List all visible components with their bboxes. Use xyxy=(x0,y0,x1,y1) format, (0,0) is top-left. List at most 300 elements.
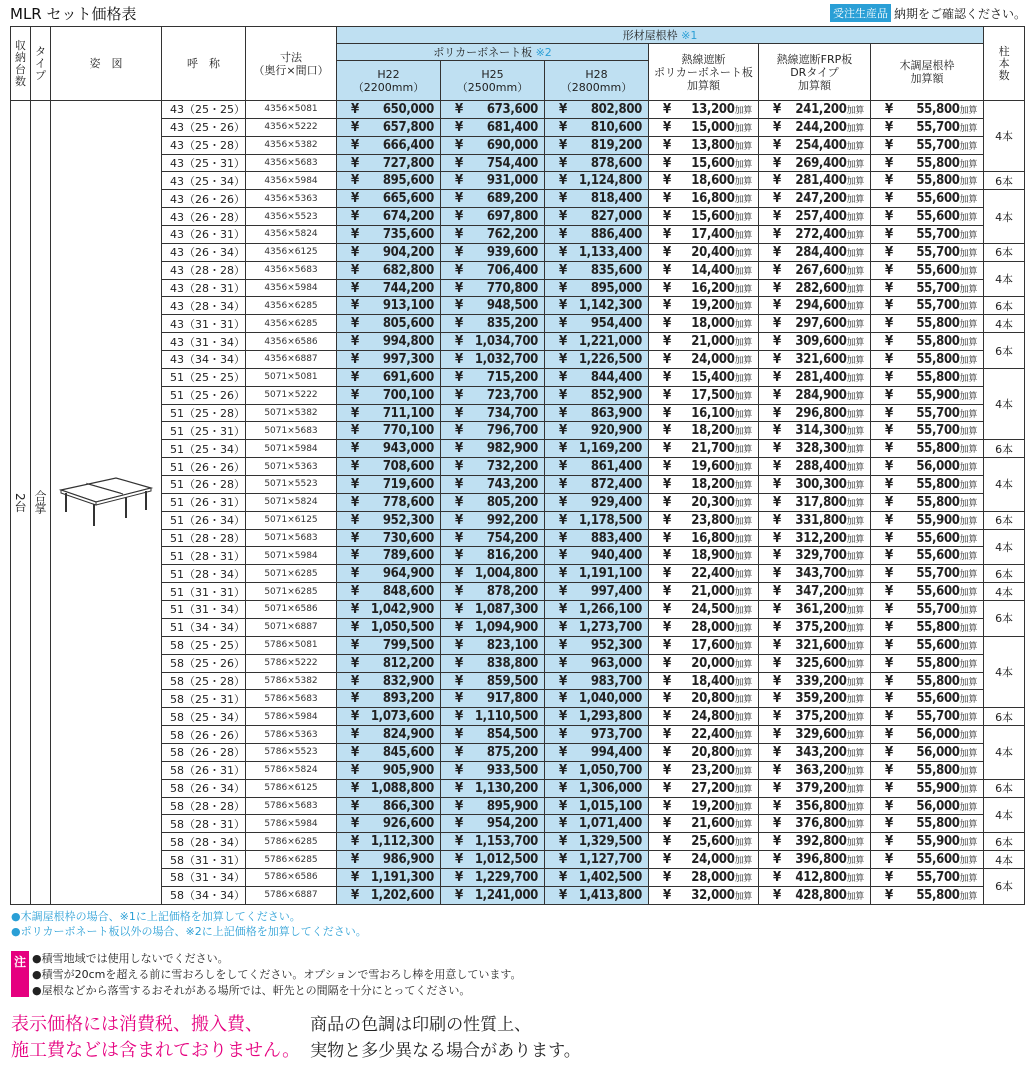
price-h22: ¥ 789,600 xyxy=(337,547,441,565)
table-row xyxy=(11,565,1025,583)
add-heat2: ¥ 257,400加算 xyxy=(759,208,871,226)
carport-diagram-icon xyxy=(56,460,156,540)
price-h22: ¥ 730,600 xyxy=(337,529,441,547)
table-row xyxy=(11,743,1025,761)
delivery-notice-text: 納期をご確認ください。 xyxy=(893,6,1026,21)
price-h28: ¥ 802,800 xyxy=(545,101,649,119)
row-name: 43（25・34） xyxy=(162,172,246,190)
price-h28: ¥ 810,600 xyxy=(545,118,649,136)
price-h22: ¥ 1,191,300 xyxy=(337,868,441,886)
price-h25: ¥ 948,500 xyxy=(441,297,545,315)
price-h25: ¥ 1,130,200 xyxy=(441,779,545,797)
price-h28: ¥ 973,700 xyxy=(545,726,649,744)
table-row xyxy=(11,636,1025,654)
row-name: 58（28・28） xyxy=(162,797,246,815)
add-heat1: ¥ 18,200加算 xyxy=(649,476,759,494)
price-h28: ¥ 827,000 xyxy=(545,208,649,226)
color-notice-line: 実物と多少異なる場合があります。 xyxy=(310,1041,581,1061)
price-h22: ¥ 1,050,500 xyxy=(337,618,441,636)
row-dimension: 5786×6285 xyxy=(246,851,337,869)
add-heat1: ¥ 21,600加算 xyxy=(649,815,759,833)
add-wood: ¥ 55,700加算 xyxy=(871,868,984,886)
price-h28: ¥ 883,400 xyxy=(545,529,649,547)
table-row xyxy=(11,886,1025,904)
add-wood: ¥ 55,800加算 xyxy=(871,815,984,833)
add-wood: ¥ 55,800加算 xyxy=(871,761,984,779)
type-cell: 合掌 xyxy=(31,101,51,905)
price-h28: ¥ 963,000 xyxy=(545,654,649,672)
add-wood: ¥ 55,600加算 xyxy=(871,851,984,869)
add-heat2: ¥ 325,600加算 xyxy=(759,654,871,672)
price-h25: ¥ 982,900 xyxy=(441,440,545,458)
price-h22: ¥ 657,800 xyxy=(337,118,441,136)
row-dimension: 4356×6125 xyxy=(246,243,337,261)
add-wood: ¥ 56,000加算 xyxy=(871,797,984,815)
add-heat2: ¥ 282,600加算 xyxy=(759,279,871,297)
row-name: 51（25・25） xyxy=(162,368,246,386)
price-h25: ¥ 859,500 xyxy=(441,672,545,690)
table-row xyxy=(11,279,1025,297)
footnote-poly: ●ポリカーボネート板以外の場合、※2に上記価格を加算してください。 xyxy=(11,925,367,938)
price-h25: ¥ 805,200 xyxy=(441,493,545,511)
add-heat2: ¥ 241,200加算 xyxy=(759,101,871,119)
row-dimension: 5071×5683 xyxy=(246,529,337,547)
table-row xyxy=(11,404,1025,422)
price-h25: ¥ 715,200 xyxy=(441,368,545,386)
price-h25: ¥ 992,200 xyxy=(441,511,545,529)
post-count: 4本 xyxy=(984,190,1025,244)
add-wood: ¥ 55,800加算 xyxy=(871,172,984,190)
add-heat2: ¥ 284,900加算 xyxy=(759,386,871,404)
add-heat2: ¥ 247,200加算 xyxy=(759,190,871,208)
add-wood: ¥ 55,700加算 xyxy=(871,708,984,726)
price-h28: ¥ 920,900 xyxy=(545,422,649,440)
add-wood: ¥ 55,700加算 xyxy=(871,136,984,154)
price-h28: ¥ 895,000 xyxy=(545,279,649,297)
price-h28: ¥ 844,400 xyxy=(545,368,649,386)
price-h28: ¥ 863,900 xyxy=(545,404,649,422)
price-h28: ¥ 1,306,000 xyxy=(545,779,649,797)
row-name: 58（28・31） xyxy=(162,815,246,833)
add-heat1: ¥ 22,400加算 xyxy=(649,565,759,583)
row-dimension: 5786×5824 xyxy=(246,761,337,779)
row-dimension: 4356×5363 xyxy=(246,190,337,208)
add-heat1: ¥ 15,400加算 xyxy=(649,368,759,386)
row-name: 43（25・28） xyxy=(162,136,246,154)
price-h28: ¥ 1,050,700 xyxy=(545,761,649,779)
price-h25: ¥ 954,200 xyxy=(441,815,545,833)
add-heat2: ¥ 363,200加算 xyxy=(759,761,871,779)
price-h28: ¥ 1,124,800 xyxy=(545,172,649,190)
price-h22: ¥ 1,042,900 xyxy=(337,601,441,619)
table-row xyxy=(11,422,1025,440)
price-h22: ¥ 952,300 xyxy=(337,511,441,529)
add-heat1: ¥ 28,000加算 xyxy=(649,868,759,886)
price-h22: ¥ 770,100 xyxy=(337,422,441,440)
row-name: 43（25・31） xyxy=(162,154,246,172)
price-h25: ¥ 734,700 xyxy=(441,404,545,422)
add-heat2: ¥ 314,300加算 xyxy=(759,422,871,440)
price-h22: ¥ 727,800 xyxy=(337,154,441,172)
row-dimension: 4356×5984 xyxy=(246,172,337,190)
add-wood: ¥ 55,800加算 xyxy=(871,476,984,494)
price-h22: ¥ 904,200 xyxy=(337,243,441,261)
row-dimension: 5071×5081 xyxy=(246,368,337,386)
add-heat1: ¥ 18,200加算 xyxy=(649,422,759,440)
price-h22: ¥ 913,100 xyxy=(337,297,441,315)
add-heat1: ¥ 23,200加算 xyxy=(649,761,759,779)
table-row xyxy=(11,315,1025,333)
add-heat2: ¥ 343,700加算 xyxy=(759,565,871,583)
row-dimension: 5786×6586 xyxy=(246,868,337,886)
add-heat1: ¥ 21,000加算 xyxy=(649,333,759,351)
add-heat2: ¥ 375,200加算 xyxy=(759,618,871,636)
price-h22: ¥ 893,200 xyxy=(337,690,441,708)
table-row xyxy=(11,583,1025,601)
row-dimension: 5071×5824 xyxy=(246,493,337,511)
table-row xyxy=(11,529,1025,547)
post-count: 6本 xyxy=(984,297,1025,315)
price-h25: ¥ 690,000 xyxy=(441,136,545,154)
price-h25: ¥ 1,241,000 xyxy=(441,886,545,904)
price-h28: ¥ 1,191,100 xyxy=(545,565,649,583)
add-heat1: ¥ 17,600加算 xyxy=(649,636,759,654)
add-heat2: ¥ 254,400加算 xyxy=(759,136,871,154)
row-name: 58（25・26） xyxy=(162,654,246,672)
add-heat1: ¥ 13,200加算 xyxy=(649,101,759,119)
add-heat2: ¥ 281,400加算 xyxy=(759,368,871,386)
row-dimension: 5071×6285 xyxy=(246,583,337,601)
header-h28: H28 （2800mm） xyxy=(545,61,649,101)
post-count: 4本 xyxy=(984,368,1025,439)
row-name: 51（34・34） xyxy=(162,618,246,636)
row-name: 43（31・31） xyxy=(162,315,246,333)
add-heat2: ¥ 309,600加算 xyxy=(759,333,871,351)
header-name: 呼 称 xyxy=(162,27,246,101)
table-row xyxy=(11,708,1025,726)
price-h25: ¥ 1,004,800 xyxy=(441,565,545,583)
price-h22: ¥ 691,600 xyxy=(337,368,441,386)
price-h25: ¥ 673,600 xyxy=(441,101,545,119)
add-heat1: ¥ 14,400加算 xyxy=(649,261,759,279)
header-h22: H22 （2200mm） xyxy=(337,61,441,101)
table-row xyxy=(11,118,1025,136)
add-heat1: ¥ 17,500加算 xyxy=(649,386,759,404)
add-heat1: ¥ 18,600加算 xyxy=(649,172,759,190)
add-heat2: ¥ 329,600加算 xyxy=(759,726,871,744)
table-row xyxy=(11,136,1025,154)
price-h28: ¥ 1,015,100 xyxy=(545,797,649,815)
row-name: 43（25・25） xyxy=(162,101,246,119)
price-h25: ¥ 1,034,700 xyxy=(441,333,545,351)
price-h22: ¥ 964,900 xyxy=(337,565,441,583)
price-h22: ¥ 812,200 xyxy=(337,654,441,672)
price-h25: ¥ 875,200 xyxy=(441,743,545,761)
add-heat2: ¥ 288,400加算 xyxy=(759,458,871,476)
table-row xyxy=(11,154,1025,172)
add-heat1: ¥ 24,000加算 xyxy=(649,851,759,869)
add-wood: ¥ 55,900加算 xyxy=(871,386,984,404)
table-row xyxy=(11,243,1025,261)
price-h25: ¥ 697,800 xyxy=(441,208,545,226)
price-h28: ¥ 954,400 xyxy=(545,315,649,333)
add-wood: ¥ 55,900加算 xyxy=(871,833,984,851)
add-heat1: ¥ 24,000加算 xyxy=(649,351,759,369)
add-wood: ¥ 55,800加算 xyxy=(871,351,984,369)
header-h25: H25 （2500mm） xyxy=(441,61,545,101)
caution-line: ●屋根などから落雪するおそれがある場所では、軒先との間隔を十分にとってください。 xyxy=(32,984,471,997)
add-wood: ¥ 55,900加算 xyxy=(871,779,984,797)
add-wood: ¥ 55,600加算 xyxy=(871,261,984,279)
add-heat1: ¥ 32,000加算 xyxy=(649,886,759,904)
price-h22: ¥ 735,600 xyxy=(337,226,441,244)
add-heat1: ¥ 17,400加算 xyxy=(649,226,759,244)
row-dimension: 4356×5382 xyxy=(246,136,337,154)
price-h28: ¥ 1,071,400 xyxy=(545,815,649,833)
add-wood: ¥ 55,800加算 xyxy=(871,101,984,119)
table-row xyxy=(11,101,1025,119)
caution-line: ●積雪が20cmを超える前に雪おろしをしてください。オプションで雪おろし棒を用意しています。 xyxy=(32,968,522,981)
add-heat1: ¥ 18,400加算 xyxy=(649,672,759,690)
price-h25: ¥ 770,800 xyxy=(441,279,545,297)
table-row xyxy=(11,226,1025,244)
row-name: 58（26・31） xyxy=(162,761,246,779)
header-count: 収納台数 xyxy=(11,27,31,101)
price-h25: ¥ 754,400 xyxy=(441,154,545,172)
price-h25: ¥ 743,200 xyxy=(441,476,545,494)
table-row xyxy=(11,351,1025,369)
post-count: 6本 xyxy=(984,868,1025,904)
add-heat1: ¥ 23,800加算 xyxy=(649,511,759,529)
count-cell: 2台 xyxy=(11,101,31,905)
add-heat2: ¥ 321,600加算 xyxy=(759,636,871,654)
table-row xyxy=(11,333,1025,351)
row-name: 43（26・31） xyxy=(162,226,246,244)
price-h22: ¥ 666,400 xyxy=(337,136,441,154)
row-name: 51（28・31） xyxy=(162,547,246,565)
post-count: 4本 xyxy=(984,636,1025,707)
add-wood: ¥ 55,600加算 xyxy=(871,529,984,547)
price-h25: ¥ 917,800 xyxy=(441,690,545,708)
post-count: 6本 xyxy=(984,601,1025,637)
row-dimension: 5786×5382 xyxy=(246,672,337,690)
add-wood: ¥ 55,700加算 xyxy=(871,226,984,244)
footnote-wood: ●木調屋根枠の場合、※1に上記価格を加算してください。 xyxy=(11,910,301,923)
price-h22: ¥ 711,100 xyxy=(337,404,441,422)
row-dimension: 5071×6887 xyxy=(246,618,337,636)
price-h28: ¥ 1,127,700 xyxy=(545,851,649,869)
row-name: 43（31・34） xyxy=(162,333,246,351)
row-name: 58（26・34） xyxy=(162,779,246,797)
table-row xyxy=(11,868,1025,886)
add-heat1: ¥ 24,800加算 xyxy=(649,708,759,726)
price-h25: ¥ 838,800 xyxy=(441,654,545,672)
row-dimension: 4356×6887 xyxy=(246,351,337,369)
price-h28: ¥ 1,169,200 xyxy=(545,440,649,458)
table-row xyxy=(11,726,1025,744)
price-h22: ¥ 895,600 xyxy=(337,172,441,190)
add-wood: ¥ 55,700加算 xyxy=(871,118,984,136)
price-table xyxy=(10,26,1025,905)
add-heat1: ¥ 28,000加算 xyxy=(649,618,759,636)
add-heat2: ¥ 267,600加算 xyxy=(759,261,871,279)
row-name: 58（31・34） xyxy=(162,868,246,886)
add-heat1: ¥ 19,200加算 xyxy=(649,797,759,815)
add-heat2: ¥ 379,200加算 xyxy=(759,779,871,797)
row-name: 58（28・34） xyxy=(162,833,246,851)
bottom-notice xyxy=(11,1012,581,1064)
price-h28: ¥ 994,400 xyxy=(545,743,649,761)
price-h28: ¥ 940,400 xyxy=(545,547,649,565)
add-wood: ¥ 55,600加算 xyxy=(871,208,984,226)
post-count: 4本 xyxy=(984,529,1025,565)
table-row xyxy=(11,601,1025,619)
price-h22: ¥ 708,600 xyxy=(337,458,441,476)
add-wood: ¥ 55,800加算 xyxy=(871,493,984,511)
footnotes xyxy=(11,909,367,939)
price-h28: ¥ 1,226,500 xyxy=(545,351,649,369)
price-h25: ¥ 835,200 xyxy=(441,315,545,333)
row-name: 58（31・31） xyxy=(162,851,246,869)
row-dimension: 5786×5081 xyxy=(246,636,337,654)
table-row xyxy=(11,618,1025,636)
row-name: 43（26・34） xyxy=(162,243,246,261)
price-h25: ¥ 878,200 xyxy=(441,583,545,601)
add-heat2: ¥ 328,300加算 xyxy=(759,440,871,458)
add-wood: ¥ 55,600加算 xyxy=(871,583,984,601)
add-heat2: ¥ 343,200加算 xyxy=(759,743,871,761)
post-count: 6本 xyxy=(984,708,1025,726)
price-h22: ¥ 943,000 xyxy=(337,440,441,458)
table-row xyxy=(11,190,1025,208)
row-dimension: 4356×5683 xyxy=(246,154,337,172)
add-wood: ¥ 55,800加算 xyxy=(871,315,984,333)
row-name: 51（26・31） xyxy=(162,493,246,511)
price-h25: ¥ 1,153,700 xyxy=(441,833,545,851)
post-count: 4本 xyxy=(984,797,1025,833)
table-row xyxy=(11,511,1025,529)
row-name: 51（25・34） xyxy=(162,440,246,458)
add-heat2: ¥ 244,200加算 xyxy=(759,118,871,136)
add-heat1: ¥ 20,000加算 xyxy=(649,654,759,672)
price-h25: ¥ 706,400 xyxy=(441,261,545,279)
price-h22: ¥ 845,600 xyxy=(337,743,441,761)
table-row xyxy=(11,672,1025,690)
add-heat2: ¥ 412,800加算 xyxy=(759,868,871,886)
add-wood: ¥ 55,800加算 xyxy=(871,333,984,351)
add-wood: ¥ 55,700加算 xyxy=(871,422,984,440)
add-heat2: ¥ 329,700加算 xyxy=(759,547,871,565)
add-heat2: ¥ 356,800加算 xyxy=(759,797,871,815)
price-notice-line: 施工費などは含まれておりません。 xyxy=(11,1040,301,1061)
row-dimension: 4356×6586 xyxy=(246,333,337,351)
row-dimension: 4356×5683 xyxy=(246,261,337,279)
add-heat1: ¥ 20,400加算 xyxy=(649,243,759,261)
add-heat2: ¥ 317,800加算 xyxy=(759,493,871,511)
add-heat1: ¥ 15,600加算 xyxy=(649,208,759,226)
caution-tag: 注 xyxy=(11,951,29,997)
row-dimension: 5071×6285 xyxy=(246,565,337,583)
price-h25: ¥ 1,094,900 xyxy=(441,618,545,636)
row-name: 51（26・34） xyxy=(162,511,246,529)
header-dimensions: 寸法 （奥行×間口） xyxy=(246,27,337,101)
row-name: 51（25・28） xyxy=(162,404,246,422)
header-frame-group: 形材屋根枠 ※1 xyxy=(337,27,984,44)
price-h28: ¥ 1,273,700 xyxy=(545,618,649,636)
price-h22: ¥ 665,600 xyxy=(337,190,441,208)
row-dimension: 5786×6285 xyxy=(246,833,337,851)
add-heat2: ¥ 269,400加算 xyxy=(759,154,871,172)
post-count: 6本 xyxy=(984,565,1025,583)
add-heat2: ¥ 296,800加算 xyxy=(759,404,871,422)
price-h25: ¥ 933,500 xyxy=(441,761,545,779)
header-heat1: 熱線遮断 ポリカーボネート板 加算額 xyxy=(649,44,759,101)
color-notice-line: 商品の色調は印刷の性質上、 xyxy=(310,1015,532,1035)
price-h22: ¥ 986,900 xyxy=(337,851,441,869)
add-heat1: ¥ 22,400加算 xyxy=(649,726,759,744)
price-h25: ¥ 723,700 xyxy=(441,386,545,404)
row-dimension: 5786×5984 xyxy=(246,708,337,726)
order-notice xyxy=(830,4,1026,22)
price-h28: ¥ 1,402,500 xyxy=(545,868,649,886)
price-h25: ¥ 854,500 xyxy=(441,726,545,744)
figure-cell xyxy=(51,101,162,905)
price-h28: ¥ 1,413,800 xyxy=(545,886,649,904)
row-dimension: 4356×6285 xyxy=(246,297,337,315)
price-h22: ¥ 848,600 xyxy=(337,583,441,601)
price-h25: ¥ 895,900 xyxy=(441,797,545,815)
add-heat1: ¥ 16,200加算 xyxy=(649,279,759,297)
price-h22: ¥ 719,600 xyxy=(337,476,441,494)
table-row xyxy=(11,654,1025,672)
price-h22: ¥ 1,112,300 xyxy=(337,833,441,851)
price-h28: ¥ 1,040,000 xyxy=(545,690,649,708)
header-posts: 柱本数 xyxy=(984,27,1025,101)
price-h25: ¥ 931,000 xyxy=(441,172,545,190)
add-heat1: ¥ 18,000加算 xyxy=(649,315,759,333)
table-row xyxy=(11,493,1025,511)
add-heat2: ¥ 339,200加算 xyxy=(759,672,871,690)
price-h25: ¥ 732,200 xyxy=(441,458,545,476)
add-heat2: ¥ 375,200加算 xyxy=(759,708,871,726)
table-row xyxy=(11,833,1025,851)
add-wood: ¥ 55,600加算 xyxy=(871,690,984,708)
row-name: 51（26・26） xyxy=(162,458,246,476)
add-heat2: ¥ 331,800加算 xyxy=(759,511,871,529)
row-dimension: 5071×5984 xyxy=(246,440,337,458)
price-h28: ¥ 997,400 xyxy=(545,583,649,601)
add-heat2: ¥ 347,200加算 xyxy=(759,583,871,601)
row-dimension: 5071×5222 xyxy=(246,386,337,404)
price-h22: ¥ 650,000 xyxy=(337,101,441,119)
table-row xyxy=(11,547,1025,565)
price-h28: ¥ 861,400 xyxy=(545,458,649,476)
add-heat1: ¥ 20,300加算 xyxy=(649,493,759,511)
price-h22: ¥ 778,600 xyxy=(337,493,441,511)
add-wood: ¥ 55,700加算 xyxy=(871,243,984,261)
price-h28: ¥ 835,600 xyxy=(545,261,649,279)
price-h22: ¥ 674,200 xyxy=(337,208,441,226)
caution-line: ●積雪地域では使用しないでください。 xyxy=(32,952,229,965)
add-wood: ¥ 55,800加算 xyxy=(871,654,984,672)
row-dimension: 5786×5683 xyxy=(246,797,337,815)
add-heat2: ¥ 376,800加算 xyxy=(759,815,871,833)
price-h22: ¥ 1,073,600 xyxy=(337,708,441,726)
add-heat2: ¥ 428,800加算 xyxy=(759,886,871,904)
add-heat2: ¥ 300,300加算 xyxy=(759,476,871,494)
price-h25: ¥ 823,100 xyxy=(441,636,545,654)
row-name: 58（34・34） xyxy=(162,886,246,904)
